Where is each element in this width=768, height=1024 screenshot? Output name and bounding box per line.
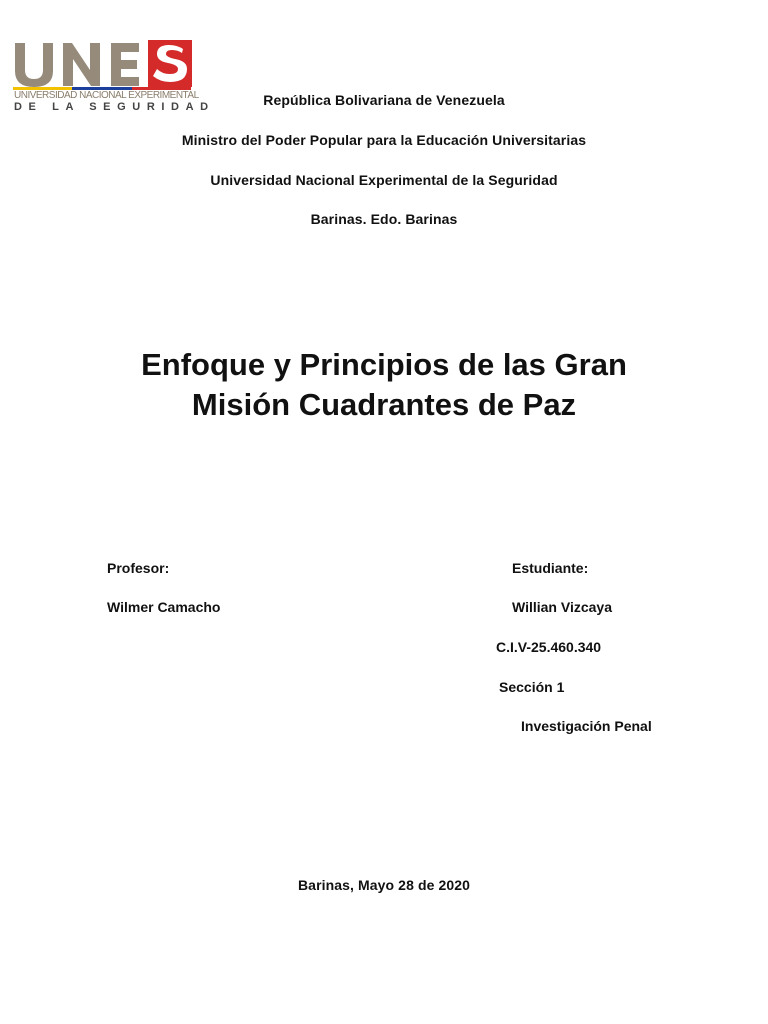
- unes-logo-letters: [13, 40, 193, 88]
- header-university: Universidad Nacional Experimental de la Seguridad: [210, 172, 558, 188]
- header-country: República Bolivariana de Venezuela: [263, 92, 505, 108]
- student-course: Investigación Penal: [521, 718, 652, 734]
- title-line-2: Misión Cuadrantes de Paz: [191, 387, 577, 422]
- place-date: Barinas, Mayo 28 de 2020: [297, 877, 471, 893]
- document-title: [0, 345, 768, 425]
- logo-tagline: DE LA SEGURIDAD: [14, 101, 215, 113]
- header-ministry: Ministro del Poder Popular para la Educación Universitarias: [181, 132, 587, 148]
- professor-name: Wilmer Camacho: [107, 599, 221, 615]
- title-line-1: Enfoque y Principios de las Gran: [141, 347, 627, 382]
- student-section: Sección 1: [499, 679, 565, 695]
- student-id: C.I.V-25.460.340: [496, 639, 602, 655]
- student-label: Estudiante:: [512, 560, 589, 576]
- student-name: Willian Vizcaya: [512, 599, 612, 615]
- logo-university-name: UNIVERSIDAD NACIONAL EXPERIMENTAL: [14, 90, 199, 101]
- professor-label: Profesor:: [107, 560, 170, 576]
- header-location: Barinas. Edo. Barinas: [310, 211, 458, 227]
